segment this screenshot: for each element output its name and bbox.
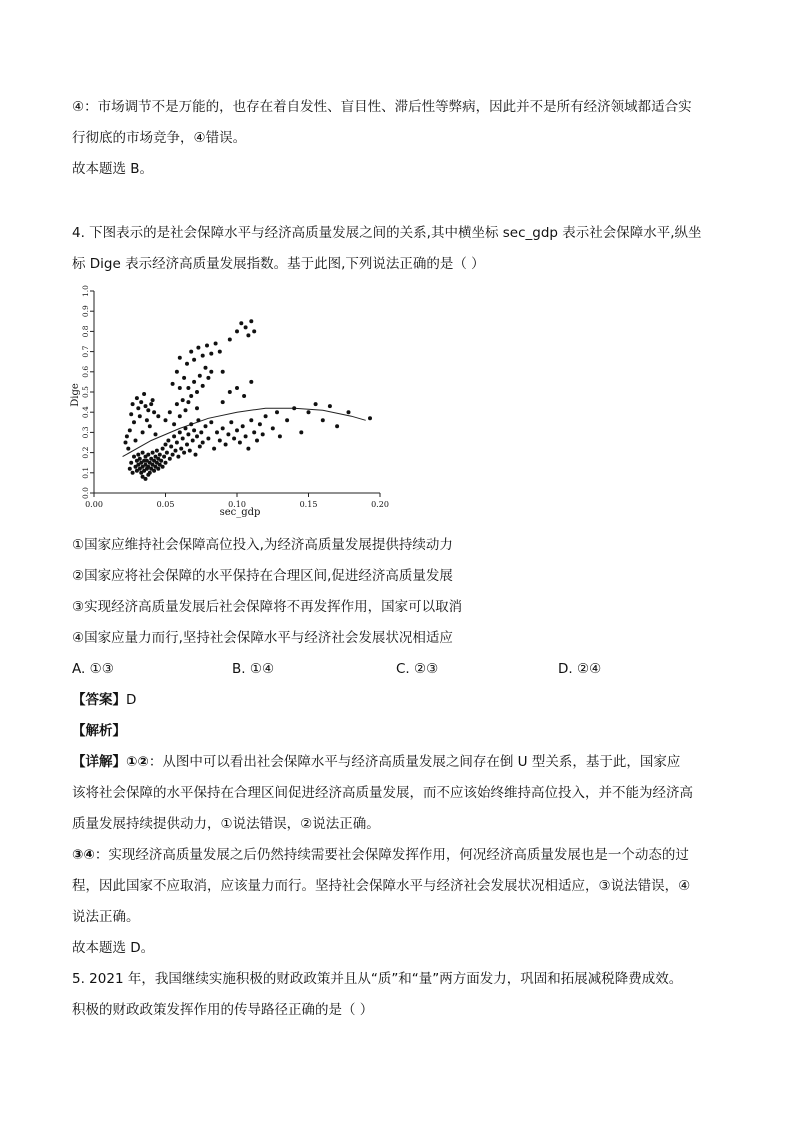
scatter-chart [66, 283, 396, 523]
prev-item4-line1: ④：市场调节不是万能的，也存在着自发性、盲目性、滞后性等弊病，因此并不是所有经济领域都适合实 [72, 99, 692, 115]
data-point [162, 455, 166, 459]
x-tick-label: 0.20 [371, 500, 389, 509]
data-point [132, 420, 136, 424]
data-point [198, 374, 202, 378]
data-point [195, 390, 199, 394]
q5-stem-line2: 积极的财政政策发挥作用的传导路径正确的是（ ） [72, 1002, 374, 1018]
data-point [212, 447, 216, 451]
y-axis-label: Dige [70, 383, 81, 407]
data-point [125, 434, 129, 438]
data-point [174, 449, 178, 453]
x-axis-label: sec_gdp [219, 507, 261, 518]
data-point [148, 424, 152, 428]
data-point [138, 457, 142, 461]
data-point [314, 402, 318, 406]
prev-item4-line2: 行彻底的市场竞争，④错误。 [72, 130, 247, 146]
data-point [161, 447, 165, 451]
data-point [209, 420, 213, 424]
data-point [271, 426, 275, 430]
data-point [241, 424, 245, 428]
data-point [132, 455, 136, 459]
data-point [141, 451, 145, 455]
data-point [221, 400, 225, 404]
data-point [178, 386, 182, 390]
data-point [175, 441, 179, 445]
q4-stem-line2: 标 Dige 表示经济高质量发展指数。基于此图,下列说法正确的是（ ） [72, 256, 485, 272]
data-point [285, 418, 289, 422]
data-point [156, 467, 160, 471]
data-point [191, 439, 195, 443]
q5-stem-line1: 5. 2021 年，我国继续实施积极的财政政策并且从“质”和“量”两方面发力，巩固和拓展减税降费成效。 [72, 971, 683, 987]
data-point [196, 418, 200, 422]
data-point [144, 477, 148, 481]
data-point [235, 428, 239, 432]
data-point [201, 354, 205, 358]
data-point [168, 457, 172, 461]
detail-p2-lead: ③④ [72, 847, 95, 863]
x-tick-label: 0.10 [228, 500, 246, 509]
detail-p1-line3: 质量发展持续提供动力，①说法错误，②说法正确。 [72, 816, 380, 832]
data-point [204, 424, 208, 428]
data-point [129, 461, 133, 465]
data-point [139, 400, 143, 404]
data-point [218, 350, 222, 354]
data-point [206, 437, 210, 441]
detail-p2-line1-text: ：实现经济高质量发展之后仍然持续需要社会保障发挥作用，何况经济高质量发展也是一个动态的过 [94, 847, 689, 863]
data-point [232, 437, 236, 441]
option-c-value: ②③ [414, 661, 439, 677]
data-point [164, 443, 168, 447]
data-point [249, 319, 253, 323]
data-point [138, 414, 142, 418]
y-tick-label: 0.9 [81, 305, 90, 318]
answer-value: D [126, 692, 137, 708]
data-point [252, 329, 256, 333]
data-point [188, 449, 192, 453]
data-point [228, 390, 232, 394]
statement-2: ②国家应将社会保障的水平保持在合理区间,促进经济高质量发展 [72, 568, 453, 584]
data-point [249, 380, 253, 384]
data-point [199, 430, 203, 434]
data-point [131, 471, 135, 475]
detail-p2-line2: 程，因此国家不应取消，应该量力而行。坚持社会保障水平与经济社会发展状况相适应，③说法错误，④ [72, 878, 691, 894]
data-point [175, 402, 179, 406]
data-point [182, 376, 186, 380]
data-point [252, 430, 256, 434]
data-point [146, 453, 150, 457]
data-point [186, 400, 190, 404]
data-point [206, 376, 210, 380]
data-point [176, 455, 180, 459]
data-point [335, 424, 339, 428]
data-point [307, 410, 311, 414]
data-point [224, 443, 228, 447]
data-point [186, 386, 190, 390]
data-point [164, 418, 168, 422]
data-point [239, 321, 243, 325]
statement-1: ①国家应维持社会保障高位投入,为经济高质量发展提供持续动力 [72, 537, 453, 553]
data-point [164, 461, 168, 465]
data-point [175, 370, 179, 374]
data-point [184, 426, 188, 430]
data-point [185, 443, 189, 447]
y-tick-label: 0.6 [81, 365, 90, 378]
detail-p1-line2: 该将社会保障的水平保持在合理区间促进经济高质量发展，而不应该始终维持高位投入，并不能为经济高 [72, 785, 693, 801]
data-point [299, 430, 303, 434]
data-point [171, 453, 175, 457]
data-point [142, 392, 146, 396]
option-a-value: ①③ [89, 661, 114, 677]
option-b-letter: B. [232, 661, 246, 677]
data-point [194, 453, 198, 457]
data-point [192, 380, 196, 384]
data-point [215, 430, 219, 434]
detail-p1-line1 [72, 752, 680, 772]
data-point [126, 447, 130, 451]
q4-stem-line1: 4. 下图表示的是社会保障水平与经济高质量发展之间的关系,其中横坐标 sec_gdp 表示社会保障水平,纵坐 [72, 225, 702, 241]
data-point [228, 338, 232, 342]
y-tick-label: 0.5 [81, 386, 90, 398]
data-point [136, 453, 140, 457]
data-point [136, 406, 140, 410]
data-point [196, 346, 200, 350]
data-point [244, 434, 248, 438]
data-point [172, 434, 176, 438]
data-points-group [124, 319, 373, 481]
data-point [185, 362, 189, 366]
data-point [171, 382, 175, 386]
prev-conclusion: 故本题选 B。 [72, 161, 154, 177]
data-point [246, 447, 250, 451]
option-c[interactable] [396, 659, 438, 679]
data-point [189, 394, 193, 398]
data-point [146, 473, 150, 477]
data-point [145, 418, 149, 422]
data-point [165, 451, 169, 455]
data-point [238, 441, 242, 445]
data-point [152, 410, 156, 414]
data-point [368, 416, 372, 420]
data-point [124, 441, 128, 445]
data-point [128, 428, 132, 432]
detail-p1-lead: ①② [126, 754, 149, 770]
y-tick-label: 0.0 [81, 487, 90, 499]
data-point [278, 434, 282, 438]
data-point [182, 451, 186, 455]
data-point [264, 414, 268, 418]
data-point [128, 467, 132, 471]
option-d-value: ②④ [576, 661, 602, 677]
data-point [244, 325, 248, 329]
data-point [186, 432, 190, 436]
data-point [181, 437, 185, 441]
data-point [192, 358, 196, 362]
data-point [178, 430, 182, 434]
data-point [226, 432, 230, 436]
data-point [221, 426, 225, 430]
data-point [131, 402, 135, 406]
detail-p1-line1-text: ：从图中可以看出社会保障水平与经济高质量发展之间存在倒 U 型关系，基于此，国家应 [148, 754, 681, 770]
option-b-value: ①④ [249, 661, 275, 677]
q4-conclusion: 故本题选 D。 [72, 940, 155, 956]
y-tick-label: 0.2 [81, 446, 90, 459]
chart-axes [81, 285, 389, 509]
data-point [204, 366, 208, 370]
data-point [158, 453, 162, 457]
option-c-letter: C. [396, 661, 410, 677]
data-point [144, 404, 148, 408]
data-point [242, 394, 246, 398]
data-point [328, 404, 332, 408]
data-point [135, 396, 139, 400]
data-point [184, 408, 188, 412]
data-point [179, 447, 183, 451]
data-point [218, 439, 222, 443]
detail-p2-line1 [72, 845, 689, 865]
analysis-label: 【解析】 [72, 723, 126, 739]
x-tick-label: 0.05 [156, 500, 175, 509]
option-d[interactable] [558, 659, 601, 679]
data-point [205, 344, 209, 348]
data-point [181, 398, 185, 402]
option-a-letter: A. [72, 661, 86, 677]
data-point [292, 406, 296, 410]
y-tick-label: 0.4 [81, 406, 90, 419]
data-point [178, 356, 182, 360]
data-point [141, 430, 145, 434]
detail-label: 【详解】 [72, 754, 126, 770]
data-point [214, 342, 218, 346]
x-tick-label: 0.15 [299, 500, 318, 509]
data-point [255, 439, 259, 443]
answer-line [72, 690, 136, 710]
data-point [169, 445, 173, 449]
data-point [347, 410, 351, 414]
data-point [249, 418, 253, 422]
data-point [201, 441, 205, 445]
data-point [156, 414, 160, 418]
data-point [161, 465, 165, 469]
y-tick-label: 0.3 [81, 426, 90, 439]
statement-4: ④国家应量力而行,坚持社会保障水平与经济社会发展状况相适应 [72, 630, 453, 646]
y-tick-label: 1.0 [81, 285, 90, 297]
option-d-letter: D. [558, 661, 573, 677]
data-point [246, 333, 250, 337]
data-point [229, 420, 233, 424]
data-point [178, 414, 182, 418]
data-point [149, 402, 153, 406]
data-point [235, 329, 239, 333]
data-point [134, 439, 138, 443]
data-point [235, 386, 239, 390]
option-b[interactable] [232, 659, 274, 679]
data-point [201, 384, 205, 388]
data-point [146, 408, 150, 412]
statement-3: ③实现经济高质量发展后社会保障将不再发挥作用，国家可以取消 [72, 599, 463, 615]
y-tick-label: 0.1 [81, 466, 90, 479]
data-point [195, 434, 199, 438]
data-point [221, 370, 225, 374]
data-point [195, 406, 199, 410]
data-point [152, 469, 156, 473]
data-point [159, 459, 163, 463]
data-point [129, 412, 133, 416]
x-tick-label: 0.00 [85, 500, 103, 509]
data-point [168, 410, 172, 414]
data-point [189, 422, 193, 426]
detail-p2-line3: 说法正确。 [72, 909, 140, 925]
data-point [209, 352, 213, 356]
data-point [198, 445, 202, 449]
y-tick-label: 0.7 [81, 345, 90, 358]
data-point [209, 370, 213, 374]
data-point [321, 418, 325, 422]
data-point [275, 410, 279, 414]
data-point [261, 432, 265, 436]
data-point [192, 428, 196, 432]
data-point [189, 350, 193, 354]
answer-label: 【答案】 [72, 692, 126, 708]
data-point [151, 451, 155, 455]
data-point [151, 398, 155, 402]
data-point [172, 422, 176, 426]
data-point [155, 449, 159, 453]
data-point [258, 422, 262, 426]
data-point [154, 432, 158, 436]
option-a[interactable] [72, 659, 114, 679]
y-tick-label: 0.8 [81, 325, 90, 338]
data-point [166, 439, 170, 443]
